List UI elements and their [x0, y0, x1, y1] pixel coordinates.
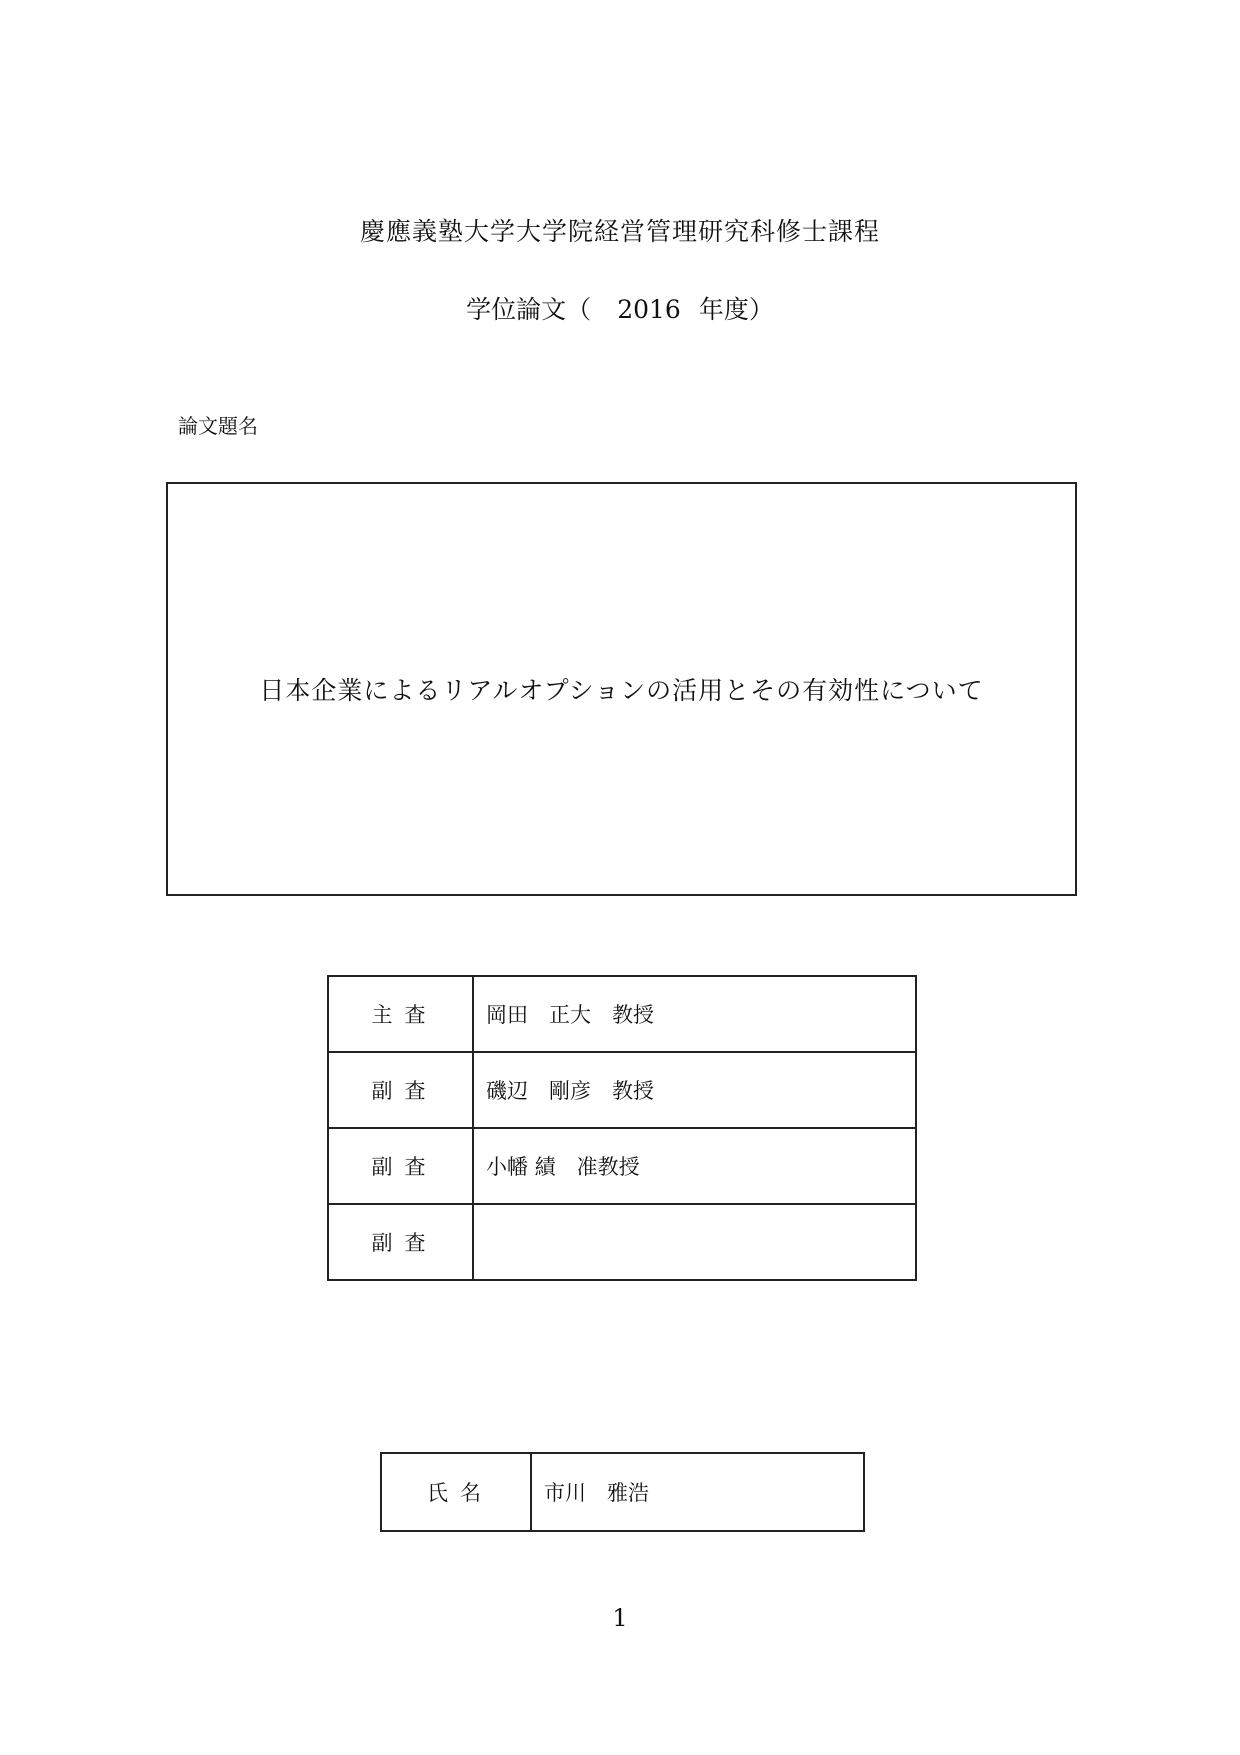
examiner-name: 磯辺 剛彦 教授: [473, 1052, 916, 1128]
degree-year: 2016: [617, 295, 681, 324]
examiner-role: 副査: [328, 1128, 473, 1204]
degree-year-line: [0, 290, 1240, 326]
table-row: [328, 976, 916, 1052]
table-row: [328, 1052, 916, 1128]
student-name-label: 氏名: [381, 1453, 531, 1531]
examiner-role: 副査: [328, 1204, 473, 1280]
thesis-title-label: 論文題名: [178, 414, 258, 438]
examiner-role: 副査: [328, 1052, 473, 1128]
thesis-title: 日本企業によるリアルオプションの活用とその有効性について: [259, 676, 984, 705]
table-row: [328, 1204, 916, 1280]
degree-suffix: 年度）: [698, 295, 774, 324]
examiner-name: [473, 1204, 916, 1280]
table-row: [328, 1128, 916, 1204]
degree-prefix: 学位論文（: [466, 295, 592, 324]
examiners-table: [327, 975, 917, 1281]
student-name-table: [380, 1452, 865, 1532]
thesis-title-box: [166, 482, 1077, 896]
page-number: 1: [612, 1604, 628, 1632]
examiner-name: 小幡 績 准教授: [473, 1128, 916, 1204]
table-row: [381, 1453, 864, 1531]
examiner-name: 岡田 正大 教授: [473, 976, 916, 1052]
examiner-role: 主査: [328, 976, 473, 1052]
student-name: 市川 雅浩: [531, 1453, 864, 1531]
university-program-heading: 慶應義塾大学大学院経営管理研究科修士課程: [359, 217, 880, 246]
